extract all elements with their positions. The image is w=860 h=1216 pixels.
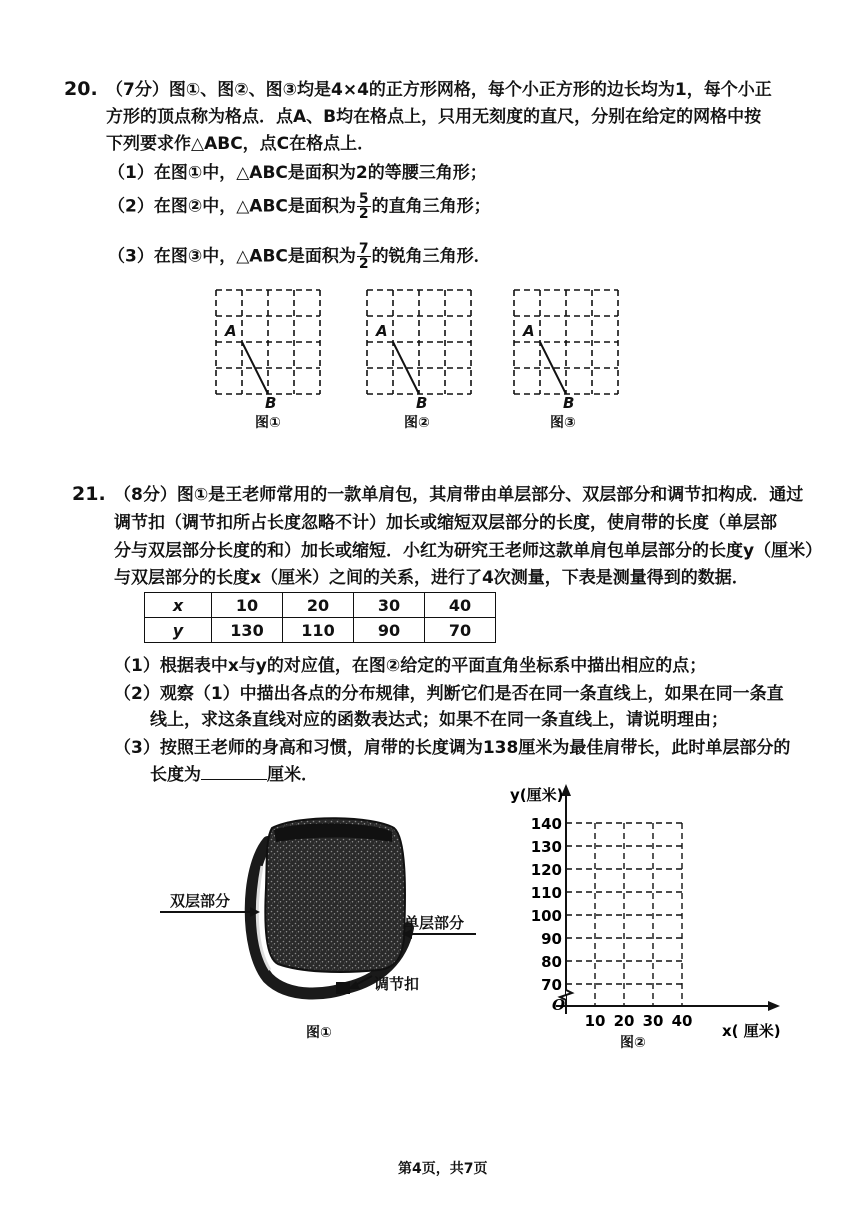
x-axis-arrow: [768, 1001, 780, 1011]
y-tick-label: 90: [541, 930, 562, 948]
table-cell: 130: [212, 618, 283, 643]
coordinate-chart: [506, 780, 796, 1050]
q21-sub2-line-2: 线上，求这条直线对应的函数表达式；如果不在同一条直线上，请说明理由；: [150, 710, 728, 730]
grid1-label-a: A: [225, 322, 237, 340]
table-cell: 110: [283, 618, 354, 643]
grid1-label-b: B: [265, 394, 277, 412]
table-header-x: x: [145, 593, 212, 618]
y-tick-label: 120: [530, 861, 562, 879]
table-cell: 30: [354, 593, 425, 618]
grid2-label-b: B: [416, 394, 428, 412]
page-footer: 第4页，共7页: [398, 1161, 488, 1177]
grid1-caption: 图①: [255, 415, 281, 431]
q20-sub3-denominator: 2: [358, 256, 369, 272]
fig2-caption: 图②: [620, 1035, 646, 1051]
y-tick-label: 140: [530, 815, 562, 833]
y-tick-label: 100: [530, 907, 562, 925]
q21-number: 21.: [72, 483, 106, 505]
q20-sub3-pre: （3）在图③中，△ABC是面积为: [108, 246, 356, 267]
q20-sub2: [108, 192, 491, 221]
q20-sub3-numerator: 7: [358, 241, 369, 257]
table-cell: 90: [354, 618, 425, 643]
table-cell: 20: [283, 593, 354, 618]
q21-text-line-2: 调节扣（调节扣所占长度忽略不计）加长或缩短双层部分的长度，使肩带的长度（单层部: [114, 513, 777, 533]
segment-ab: [540, 342, 566, 394]
table-row: [145, 618, 496, 643]
q20-sub3: [108, 242, 491, 271]
x-tick-label: 10: [584, 1012, 606, 1030]
table-header-y: y: [145, 618, 212, 643]
grid-3: [514, 290, 618, 394]
bag-body: [265, 818, 405, 972]
origin-label: O: [552, 996, 566, 1014]
x-tick-label: 30: [642, 1012, 664, 1030]
label-double-layer: 双层部分: [170, 892, 231, 910]
q20-sub2-denominator: 2: [358, 206, 369, 222]
segment-ab: [242, 342, 268, 394]
q20-sub2-post: 的直角三角形；: [371, 196, 491, 217]
q21-data-table: [144, 592, 496, 643]
y-tick-label: 130: [530, 838, 562, 856]
q21-sub2-line-1: （2）观察（1）中描出各点的分布规律，判断它们是否在同一条直线上，如果在同一条直: [114, 684, 784, 704]
q21-sub3-line-1: （3）按照王老师的身高和习惯，肩带的长度调为138厘米为最佳肩带长，此时单层部分的: [114, 738, 791, 758]
q21-sub3-line-2: [150, 764, 318, 786]
bag-buckle: [336, 982, 350, 994]
label-buckle: 调节扣: [374, 975, 420, 993]
answer-blank[interactable]: [201, 765, 267, 780]
q20-text-line-1: （7分）图①、图②、图③均是4×4的正方形网格，每个小正方形的边长均为1，每个小正: [106, 80, 772, 100]
grid3-label-a: A: [523, 322, 535, 340]
table-cell: 10: [212, 593, 283, 618]
q21-sub3-post: 厘米．: [267, 765, 318, 785]
y-tick-label: 70: [541, 976, 562, 994]
q20-text-line-3: 下列要求作△ABC，点C在格点上．: [106, 134, 375, 154]
x-tick-label: 20: [613, 1012, 635, 1030]
grid-2: [367, 290, 471, 394]
q20-sub1: （1）在图①中，△ABC是面积为2的等腰三角形；: [108, 163, 487, 183]
x-tick-label: 40: [671, 1012, 693, 1030]
grid3-label-b: B: [563, 394, 575, 412]
q20-sub2-fraction: [357, 192, 371, 221]
q21-sub3-pre: 长度为: [150, 765, 201, 785]
x-axis-label: x( 厘米): [722, 1022, 781, 1040]
y-tick-label: 110: [530, 884, 562, 902]
fig1-caption: 图①: [306, 1025, 332, 1041]
table-cell: 70: [425, 618, 496, 643]
y-axis-label: y(厘米): [510, 786, 564, 804]
grid2-caption: 图②: [404, 415, 430, 431]
q20-sub3-post: 的锐角三角形．: [371, 246, 491, 267]
q20-number: 20.: [64, 78, 98, 100]
q21-text-line-4: 与双层部分的长度x（厘米）之间的关系，进行了4次测量，下表是测量得到的数据．: [114, 568, 749, 588]
table-cell: 40: [425, 593, 496, 618]
grid-1: [216, 290, 320, 394]
label-single-layer: 单层部分: [404, 914, 465, 932]
q21-sub1: （1）根据表中x与y的对应值，在图②给定的平面直角坐标系中描出相应的点；: [114, 656, 707, 676]
q20-sub2-pre: （2）在图②中，△ABC是面积为: [108, 196, 356, 217]
grid3-caption: 图③: [550, 415, 576, 431]
segment-ab: [393, 342, 419, 394]
q21-text-line-1: （8分）图①是王老师常用的一款单肩包，其肩带由单层部分、双层部分和调节扣构成．通过: [114, 485, 804, 505]
grid2-label-a: A: [376, 322, 388, 340]
q20-text-line-2: 方形的顶点称为格点．点A、B均在格点上，只用无刻度的直尺，分别在给定的网格中按: [106, 107, 762, 127]
y-tick-label: 80: [541, 953, 562, 971]
q20-sub2-numerator: 5: [358, 191, 369, 207]
table-row: [145, 593, 496, 618]
q20-sub3-fraction: [357, 242, 371, 271]
q21-text-line-3: 分与双层部分长度的和）加长或缩短．小红为研究王老师这款单肩包单层部分的长度y（厘米）: [114, 541, 823, 561]
